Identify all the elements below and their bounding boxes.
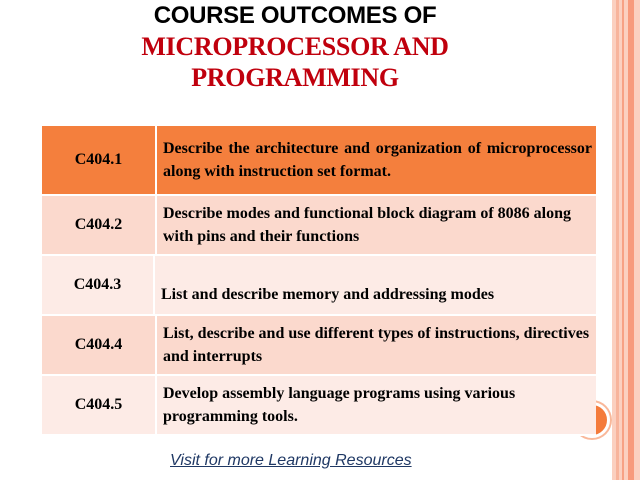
outcome-description: Describe modes and functional block diagram of 8086 along with pins and their functions	[163, 205, 572, 245]
outcome-code: C404.2	[42, 196, 157, 254]
title-line-2: MICROPROCESSOR AND	[141, 32, 449, 61]
outcome-description: List and describe memory and addressing modes	[161, 286, 495, 303]
title-line-1: COURSE OUTCOMES OF	[153, 2, 437, 29]
outcome-description: Develop assembly language programs using various programming tools.	[163, 385, 516, 425]
side-bar-stripe	[628, 0, 634, 480]
slide-title	[0, 0, 590, 93]
outcome-code: C404.1	[42, 126, 157, 194]
learning-resources-link[interactable]: Visit for more Learning Resources	[170, 452, 412, 469]
outcome-code: C404.5	[42, 376, 157, 434]
outcome-description: List, describe and use different types of instructions, directives and interrupts	[163, 325, 590, 365]
table-row	[42, 376, 596, 436]
side-bar-stripe	[622, 0, 624, 480]
title-line-3: PROGRAMMING	[191, 63, 399, 92]
table-row	[42, 316, 596, 376]
decorative-side-bar	[612, 0, 640, 480]
outcome-description: Describe the architecture and organization of microprocessor along with instruction set format.	[163, 140, 592, 180]
side-bar-stripe	[616, 0, 619, 480]
outcome-code: C404.3	[42, 256, 155, 314]
course-outcomes-table	[42, 126, 596, 436]
outcome-code: C404.4	[42, 316, 157, 374]
table-row	[42, 256, 596, 316]
table-row	[42, 126, 596, 196]
table-row	[42, 196, 596, 256]
